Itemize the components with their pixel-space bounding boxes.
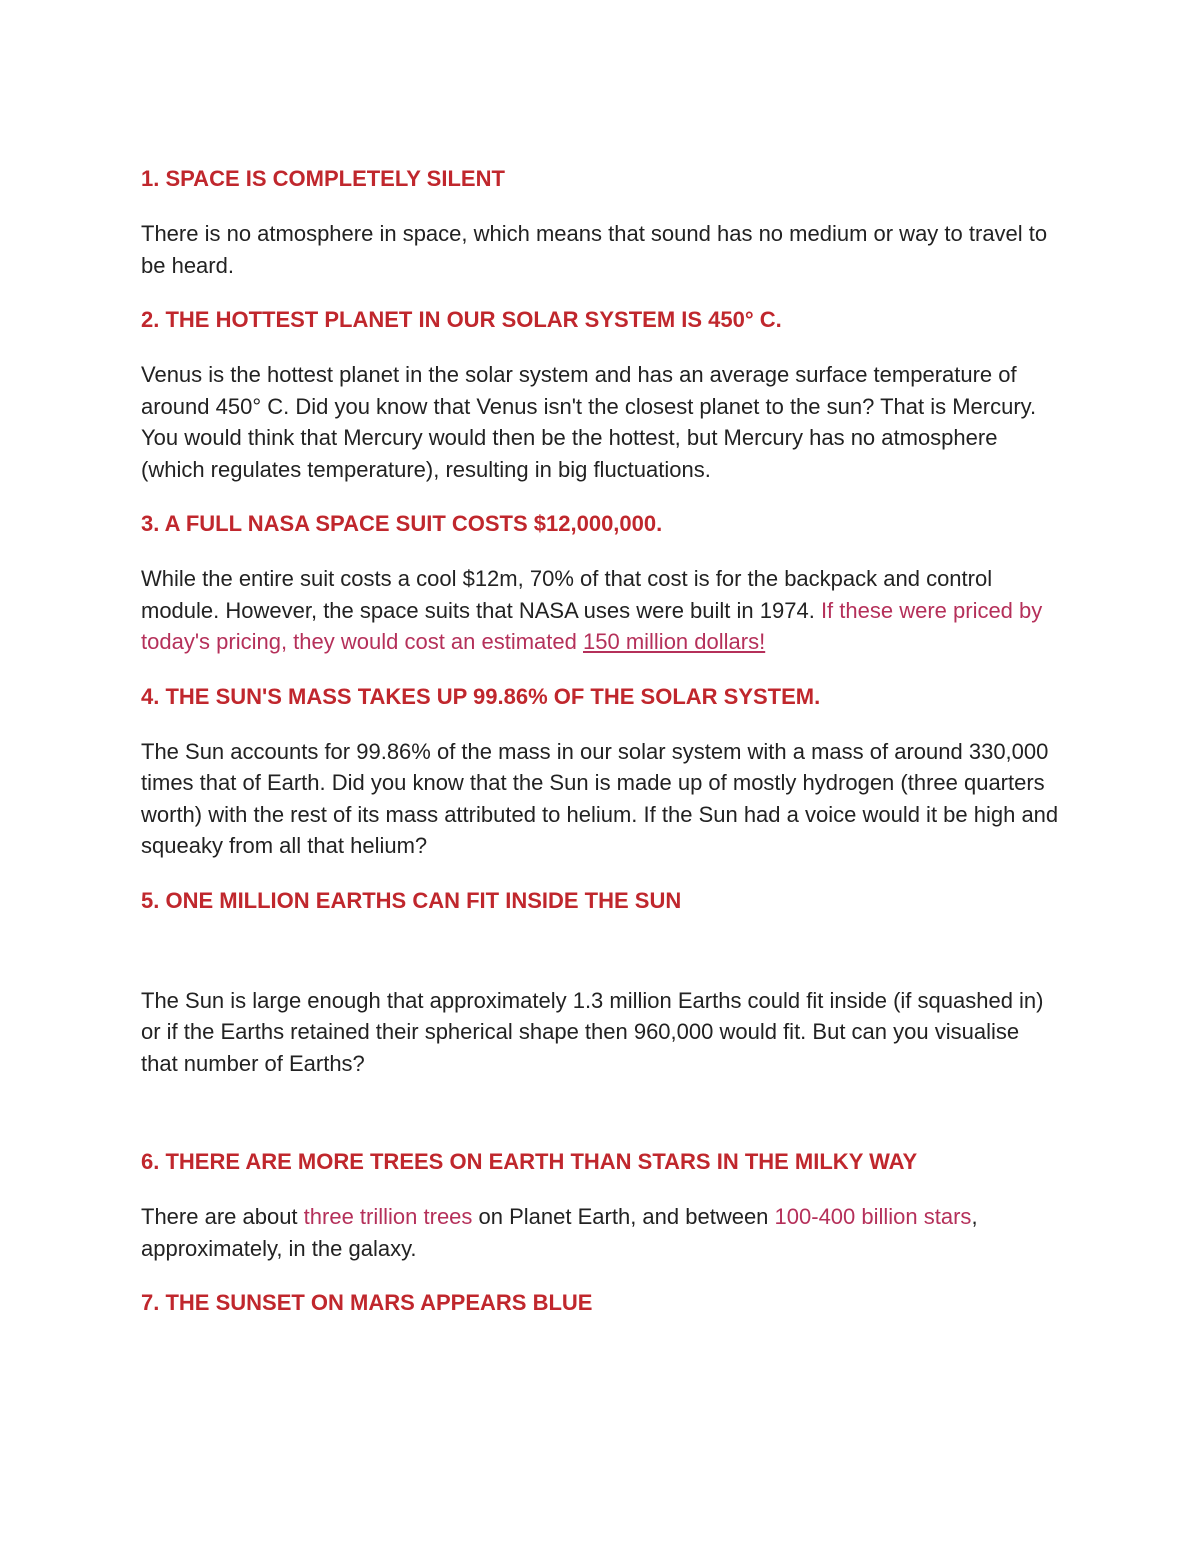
heading-trees-vs-stars: 6. THERE ARE MORE TREES ON EARTH THAN STARS IN THE MILKY WAY [141, 1149, 918, 1174]
heading-space-silent: 1. SPACE IS COMPLETELY SILENT [141, 166, 505, 191]
space-suit-price-link[interactable]: 150 million dollars! [583, 629, 766, 654]
paragraph-trees-vs-stars [141, 1201, 1061, 1264]
paragraph-space-silent: There is no atmosphere in space, which means that sound has no medium or way to travel to be heard. [141, 221, 1048, 278]
space-suit-pricing-note: If these were priced by today's pricing, they would cost an estimated [141, 597, 1043, 654]
trees-count-highlight: three trillion trees [303, 1204, 473, 1229]
trees-text-c: , approximately, in the galaxy. [141, 1204, 978, 1261]
paragraph-space-suit-cost [141, 563, 1061, 658]
heading-space-suit-cost: 3. A FULL NASA SPACE SUIT COSTS $12,000,000. [141, 511, 663, 536]
paragraph-space-suit-cost-text: While the entire suit costs a cool $12m, 70% of that cost is for the backpack and control module. However, the space suits that NASA uses were built in 1974. [141, 566, 993, 623]
trees-text-b: on Planet Earth, and between [472, 1204, 775, 1229]
paragraph-earths-in-sun: The Sun is large enough that approximately 1.3 million Earths could fit inside (if squashed in) or if the Earths retained their spherical shape then 960,000 would fit. But can you visualise that number of Earths? [141, 987, 1044, 1076]
heading-sun-mass: 4. THE SUN'S MASS TAKES UP 99.86% OF THE SOLAR SYSTEM. [141, 683, 821, 709]
heading-hottest-planet: 2. THE HOTTEST PLANET IN OUR SOLAR SYSTEM IS 450° C. [141, 307, 782, 332]
heading-earths-in-sun: 5. ONE MILLION EARTHS CAN FIT INSIDE THE SUN [141, 887, 682, 913]
paragraph-sun-mass: The Sun accounts for 99.86% of the mass in our solar system with a mass of around 330,000 times that of Earth. Did you know that the Sun is made up of mostly hydrogen (three quarters worth) with the rest of its mass attributed to helium. If the Sun had a voice would it be high and squeaky from all that helium? [141, 738, 1059, 858]
trees-text-a: There are about [141, 1204, 304, 1229]
paragraph-hottest-planet: Venus is the hottest planet in the solar system and has an average surface temperature of around 450° C. Did you know that Venus isn't the closest planet to the sun? That is Mercury. You would think that Mercury would then be the hottest, but Mercury has no atmosphere (which regulates temperature), resulting in big fluctuations. [141, 362, 1037, 482]
stars-count-highlight: 100-400 billion stars [774, 1204, 972, 1229]
document-body [141, 163, 1061, 1318]
heading-mars-sunset: 7. THE SUNSET ON MARS APPEARS BLUE [141, 1290, 593, 1315]
